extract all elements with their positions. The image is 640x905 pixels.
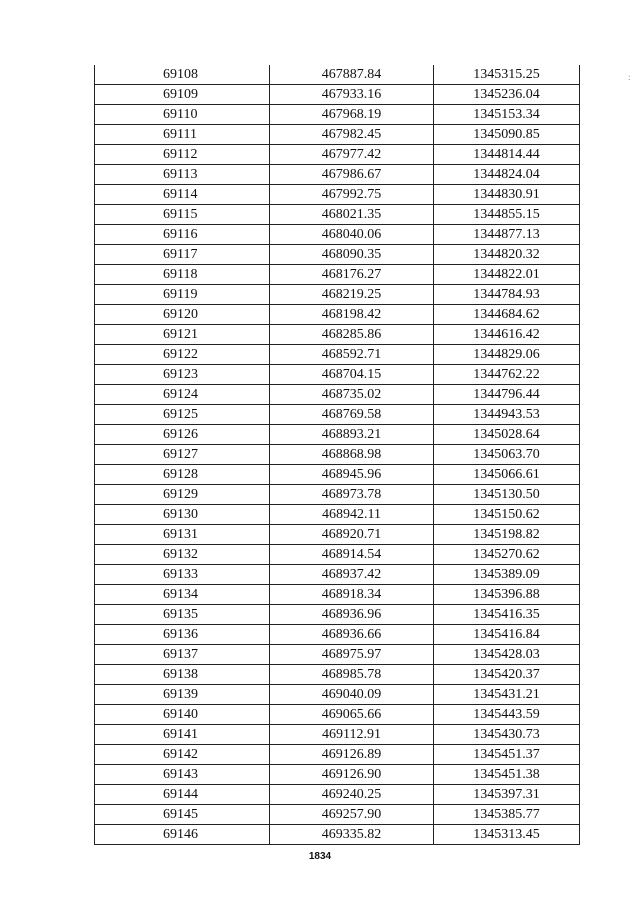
point-id-cell: 69118 [95, 265, 270, 285]
point-id-cell: 69133 [95, 565, 270, 585]
y-coordinate-cell: 1345066.61 [434, 465, 580, 485]
x-coordinate-cell: 467968.19 [270, 105, 434, 125]
point-id-cell: 69146 [95, 825, 270, 845]
table-row [95, 265, 580, 285]
y-coordinate-cell: 1344877.13 [434, 225, 580, 245]
point-id-cell: 69124 [95, 385, 270, 405]
table-row [95, 245, 580, 265]
x-coordinate-cell: 468945.96 [270, 465, 434, 485]
table-row [95, 505, 580, 525]
table-row [95, 665, 580, 685]
table-row [95, 705, 580, 725]
x-coordinate-cell: 469126.89 [270, 745, 434, 765]
point-id-cell: 69144 [95, 785, 270, 805]
point-id-cell: 69123 [95, 365, 270, 385]
x-coordinate-cell: 468285.86 [270, 325, 434, 345]
table-row [95, 385, 580, 405]
y-coordinate-cell: 1344684.62 [434, 305, 580, 325]
x-coordinate-cell: 469065.66 [270, 705, 434, 725]
table-row [95, 145, 580, 165]
coordinate-table-container [94, 65, 579, 845]
x-coordinate-cell: 468176.27 [270, 265, 434, 285]
point-id-cell: 69120 [95, 305, 270, 325]
y-coordinate-cell: 1345416.35 [434, 605, 580, 625]
point-id-cell: 69109 [95, 85, 270, 105]
y-coordinate-cell: 1344824.04 [434, 165, 580, 185]
y-coordinate-cell: 1344829.06 [434, 345, 580, 365]
table-row [95, 565, 580, 585]
y-coordinate-cell: 1345451.38 [434, 765, 580, 785]
x-coordinate-cell: 469335.82 [270, 825, 434, 845]
point-id-cell: 69131 [95, 525, 270, 545]
table-row [95, 605, 580, 625]
point-id-cell: 69108 [95, 65, 270, 85]
y-coordinate-cell: 1345431.21 [434, 685, 580, 705]
y-coordinate-cell: 1345130.50 [434, 485, 580, 505]
x-coordinate-cell: 468704.15 [270, 365, 434, 385]
table-row [95, 85, 580, 105]
table-row [95, 625, 580, 645]
y-coordinate-cell: 1345396.88 [434, 585, 580, 605]
point-id-cell: 69142 [95, 745, 270, 765]
x-coordinate-cell: 468975.97 [270, 645, 434, 665]
x-coordinate-cell: 468937.42 [270, 565, 434, 585]
y-coordinate-cell: 1344822.01 [434, 265, 580, 285]
table-row [95, 165, 580, 185]
point-id-cell: 69121 [95, 325, 270, 345]
point-id-cell: 69139 [95, 685, 270, 705]
table-row [95, 825, 580, 845]
x-coordinate-cell: 469257.90 [270, 805, 434, 825]
x-coordinate-cell: 469126.90 [270, 765, 434, 785]
x-coordinate-cell: 468893.21 [270, 425, 434, 445]
y-coordinate-cell: 1345389.09 [434, 565, 580, 585]
table-row [95, 365, 580, 385]
table-row [95, 125, 580, 145]
point-id-cell: 69127 [95, 445, 270, 465]
page-number: 1834 [308, 851, 332, 862]
point-id-cell: 69122 [95, 345, 270, 365]
x-coordinate-cell: 468918.34 [270, 585, 434, 605]
table-row [95, 285, 580, 305]
x-coordinate-cell: 468090.35 [270, 245, 434, 265]
x-coordinate-cell: 467982.45 [270, 125, 434, 145]
y-coordinate-cell: 1345416.84 [434, 625, 580, 645]
x-coordinate-cell: 467992.75 [270, 185, 434, 205]
point-id-cell: 69140 [95, 705, 270, 725]
x-coordinate-cell: 467887.84 [270, 65, 434, 85]
x-coordinate-cell: 467933.16 [270, 85, 434, 105]
x-coordinate-cell: 468040.06 [270, 225, 434, 245]
table-row [95, 745, 580, 765]
point-id-cell: 69135 [95, 605, 270, 625]
y-coordinate-cell: 1345451.37 [434, 745, 580, 765]
y-coordinate-cell: 1345153.34 [434, 105, 580, 125]
point-id-cell: 69117 [95, 245, 270, 265]
point-id-cell: 69114 [95, 185, 270, 205]
y-coordinate-cell: 1344762.22 [434, 365, 580, 385]
point-id-cell: 69134 [95, 585, 270, 605]
coordinate-table [94, 65, 580, 845]
y-coordinate-cell: 1345313.45 [434, 825, 580, 845]
point-id-cell: 69138 [95, 665, 270, 685]
x-coordinate-cell: 468985.78 [270, 665, 434, 685]
table-row [95, 485, 580, 505]
y-coordinate-cell: 1345315.25 [434, 65, 580, 85]
table-row [95, 585, 580, 605]
y-coordinate-cell: 1345198.82 [434, 525, 580, 545]
point-id-cell: 69111 [95, 125, 270, 145]
table-row [95, 545, 580, 565]
table-row [95, 805, 580, 825]
table-row [95, 345, 580, 365]
table-row [95, 645, 580, 665]
y-coordinate-cell: 1344943.53 [434, 405, 580, 425]
x-coordinate-cell: 468592.71 [270, 345, 434, 365]
point-id-cell: 69113 [95, 165, 270, 185]
y-coordinate-cell: 1345443.59 [434, 705, 580, 725]
table-row [95, 405, 580, 425]
y-coordinate-cell: 1345028.64 [434, 425, 580, 445]
y-coordinate-cell: 1345397.31 [434, 785, 580, 805]
point-id-cell: 69115 [95, 205, 270, 225]
point-id-cell: 69110 [95, 105, 270, 125]
point-id-cell: 69141 [95, 725, 270, 745]
y-coordinate-cell: 1345428.03 [434, 645, 580, 665]
margin-mark: : [628, 72, 631, 82]
x-coordinate-cell: 467986.67 [270, 165, 434, 185]
point-id-cell: 69112 [95, 145, 270, 165]
y-coordinate-cell: 1345385.77 [434, 805, 580, 825]
point-id-cell: 69125 [95, 405, 270, 425]
x-coordinate-cell: 468973.78 [270, 485, 434, 505]
y-coordinate-cell: 1345420.37 [434, 665, 580, 685]
point-id-cell: 69126 [95, 425, 270, 445]
y-coordinate-cell: 1344814.44 [434, 145, 580, 165]
table-row [95, 325, 580, 345]
x-coordinate-cell: 468920.71 [270, 525, 434, 545]
x-coordinate-cell: 468735.02 [270, 385, 434, 405]
table-row [95, 725, 580, 745]
table-row [95, 205, 580, 225]
point-id-cell: 69128 [95, 465, 270, 485]
y-coordinate-cell: 1344855.15 [434, 205, 580, 225]
table-row [95, 465, 580, 485]
y-coordinate-cell: 1345150.62 [434, 505, 580, 525]
x-coordinate-cell: 469040.09 [270, 685, 434, 705]
x-coordinate-cell: 468219.25 [270, 285, 434, 305]
y-coordinate-cell: 1345270.62 [434, 545, 580, 565]
table-row [95, 105, 580, 125]
x-coordinate-cell: 468942.11 [270, 505, 434, 525]
y-coordinate-cell: 1344796.44 [434, 385, 580, 405]
y-coordinate-cell: 1344830.91 [434, 185, 580, 205]
table-row [95, 425, 580, 445]
table-row [95, 445, 580, 465]
table-row [95, 685, 580, 705]
table-row [95, 305, 580, 325]
table-row [95, 785, 580, 805]
x-coordinate-cell: 467977.42 [270, 145, 434, 165]
y-coordinate-cell: 1345063.70 [434, 445, 580, 465]
point-id-cell: 69116 [95, 225, 270, 245]
y-coordinate-cell: 1344784.93 [434, 285, 580, 305]
y-coordinate-cell: 1344820.32 [434, 245, 580, 265]
x-coordinate-cell: 469240.25 [270, 785, 434, 805]
y-coordinate-cell: 1345090.85 [434, 125, 580, 145]
table-row [95, 65, 580, 85]
point-id-cell: 69130 [95, 505, 270, 525]
table-row [95, 765, 580, 785]
table-row [95, 225, 580, 245]
x-coordinate-cell: 468914.54 [270, 545, 434, 565]
x-coordinate-cell: 468198.42 [270, 305, 434, 325]
y-coordinate-cell: 1345430.73 [434, 725, 580, 745]
y-coordinate-cell: 1345236.04 [434, 85, 580, 105]
table-row [95, 185, 580, 205]
table-row [95, 525, 580, 545]
point-id-cell: 69119 [95, 285, 270, 305]
point-id-cell: 69132 [95, 545, 270, 565]
x-coordinate-cell: 468936.66 [270, 625, 434, 645]
point-id-cell: 69143 [95, 765, 270, 785]
point-id-cell: 69129 [95, 485, 270, 505]
point-id-cell: 69136 [95, 625, 270, 645]
x-coordinate-cell: 468769.58 [270, 405, 434, 425]
x-coordinate-cell: 469112.91 [270, 725, 434, 745]
point-id-cell: 69137 [95, 645, 270, 665]
table-body [95, 65, 580, 845]
y-coordinate-cell: 1344616.42 [434, 325, 580, 345]
point-id-cell: 69145 [95, 805, 270, 825]
x-coordinate-cell: 468021.35 [270, 205, 434, 225]
x-coordinate-cell: 468868.98 [270, 445, 434, 465]
x-coordinate-cell: 468936.96 [270, 605, 434, 625]
